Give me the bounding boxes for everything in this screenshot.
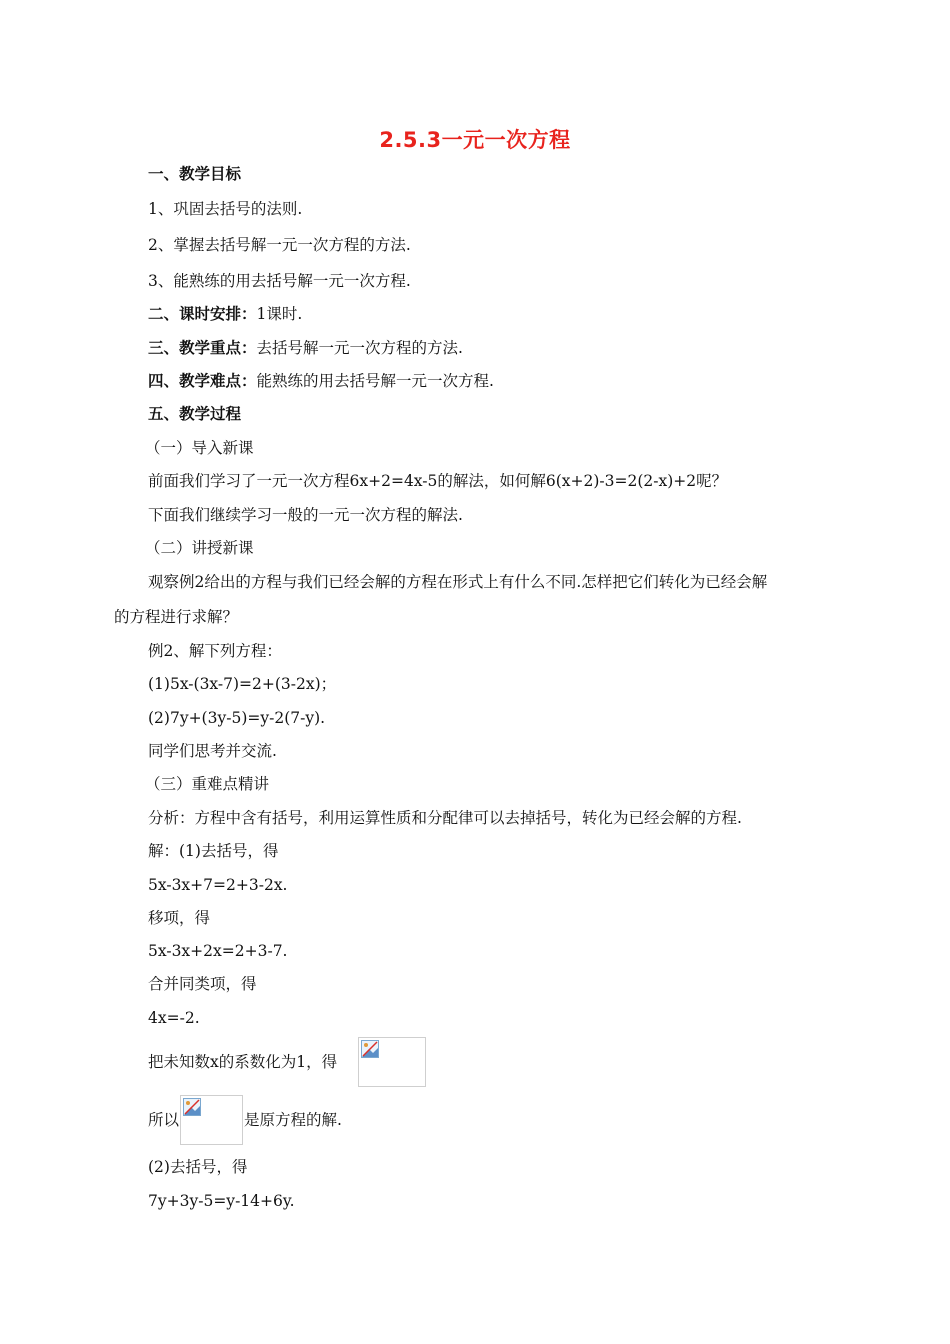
section-heading-key: 三、教学重点： bbox=[148, 339, 257, 357]
section-heading-schedule: 二、课时安排： bbox=[148, 305, 257, 323]
subsection-heading: （二）讲授新课 bbox=[145, 539, 254, 557]
difficulty-text: 能熟练的用去括号解一元一次方程. bbox=[256, 372, 494, 390]
paragraph: 前面我们学习了一元一次方程6x+2=4x-5的解法，如何解6(x+2)-3=2(2-x)+2呢？ bbox=[148, 472, 728, 490]
paragraph: 的方程进行求解？ bbox=[114, 608, 239, 626]
key-text: 去括号解一元一次方程的方法. bbox=[256, 339, 463, 357]
solution-step: (2)去括号，得 bbox=[148, 1158, 248, 1176]
solution-step: 移项，得 bbox=[148, 909, 211, 927]
formula-image bbox=[358, 1037, 426, 1087]
equation: (2)7y+(3y-5)=y-2(7-y). bbox=[148, 709, 326, 727]
section-schedule bbox=[148, 304, 302, 324]
page-title: 2.5.3一元一次方程 bbox=[379, 128, 571, 152]
equation: 5x-3x+7=2+3-2x. bbox=[148, 876, 288, 894]
equation: 7y+3y-5=y-14+6y. bbox=[148, 1192, 295, 1210]
section-heading-goals: 一、教学目标 bbox=[148, 165, 242, 183]
formula-image bbox=[180, 1095, 243, 1145]
subsection-heading: （三）重难点精讲 bbox=[145, 775, 270, 793]
solution-step: 解：(1)去括号，得 bbox=[148, 842, 279, 860]
equation: 4x=-2. bbox=[148, 1009, 200, 1027]
equation: (1)5x-(3x-7)=2+(3-2x)； bbox=[148, 675, 337, 693]
goal-item: 3、能熟练的用去括号解一元一次方程. bbox=[148, 272, 411, 290]
section-heading-process: 五、教学过程 bbox=[148, 405, 242, 423]
schedule-text: 1课时. bbox=[256, 305, 303, 323]
paragraph: 观察例2给出的方程与我们已经会解的方程在形式上有什么不同.怎样把它们转化为已经会解 bbox=[148, 573, 768, 591]
section-key-points bbox=[148, 338, 463, 358]
solution-step: 所以 bbox=[148, 1111, 180, 1129]
solution-step: 合并同类项，得 bbox=[148, 975, 257, 993]
section-difficulties bbox=[148, 371, 494, 391]
broken-image-icon bbox=[361, 1040, 379, 1058]
goal-item: 2、掌握去括号解一元一次方程的方法. bbox=[148, 236, 411, 254]
paragraph: 下面我们继续学习一般的一元一次方程的解法. bbox=[148, 506, 463, 524]
subsection-heading: （一）导入新课 bbox=[145, 439, 254, 457]
section-heading-difficulty: 四、教学难点： bbox=[148, 372, 257, 390]
example-heading: 例2、解下列方程： bbox=[148, 642, 282, 660]
equation: 5x-3x+2x=2+3-7. bbox=[148, 942, 288, 960]
goal-item: 1、巩固去括号的法则. bbox=[148, 200, 303, 218]
broken-image-icon bbox=[183, 1098, 201, 1116]
solution-step: 把未知数x的系数化为1，得 bbox=[148, 1053, 338, 1071]
solution-step: 是原方程的解. bbox=[244, 1111, 342, 1129]
paragraph: 分析：方程中含有括号，利用运算性质和分配律可以去掉括号，转化为已经会解的方程. bbox=[148, 809, 742, 827]
paragraph: 同学们思考并交流. bbox=[148, 742, 277, 760]
